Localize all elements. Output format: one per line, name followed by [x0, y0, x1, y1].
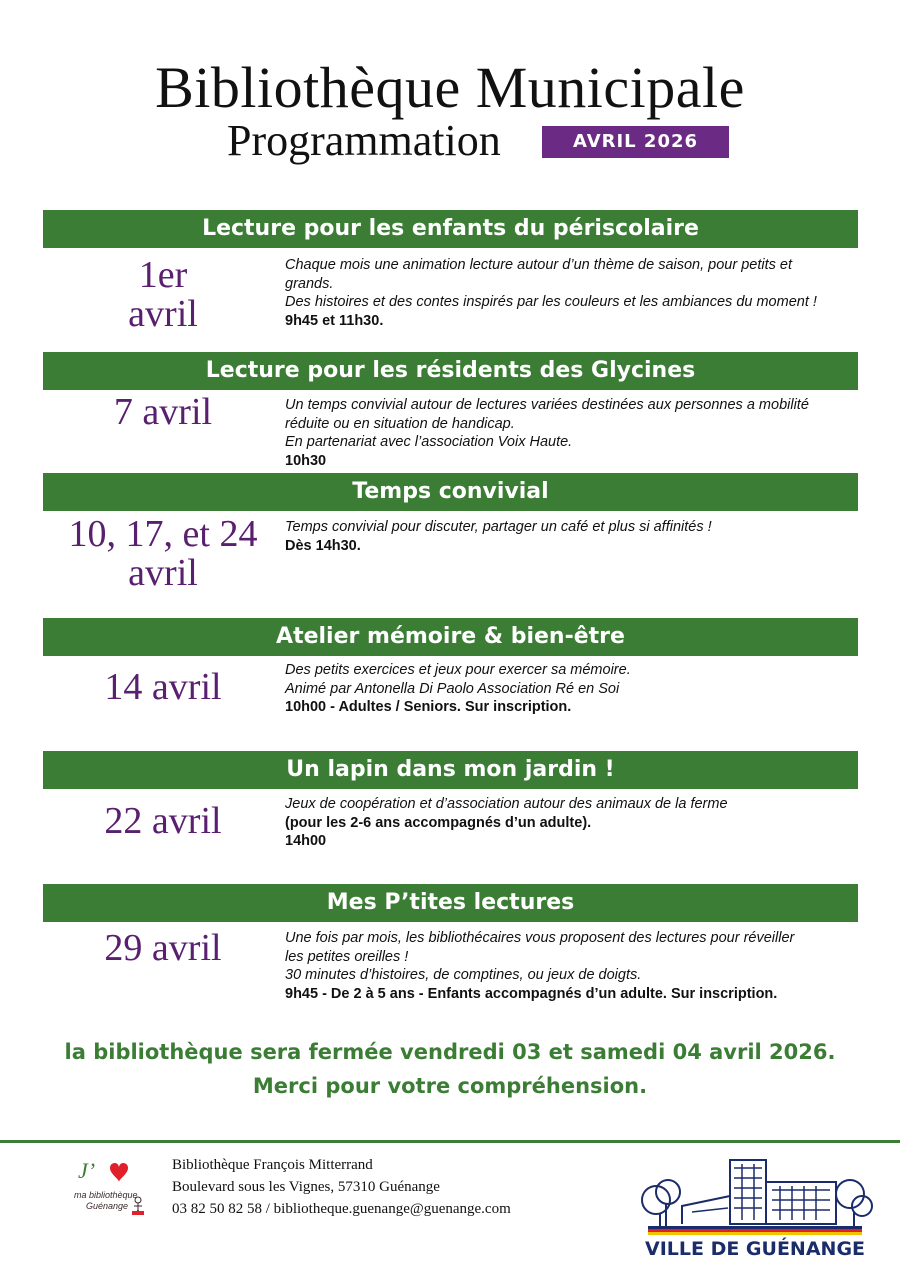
library-address — [172, 1154, 511, 1220]
event-description-line: réduite ou en situation de handicap. — [285, 415, 515, 432]
event-date — [43, 668, 283, 707]
closure-notice: la bibliothèque sera fermée vendredi 03 et samedi 04 avril 2026. — [64, 1040, 836, 1064]
event-date — [43, 515, 283, 593]
library-street: Boulevard sous les Vignes, 57310 Guénange — [172, 1179, 440, 1195]
event-description-line: En partenariat avec l’association Voix Haute. — [285, 434, 573, 450]
event-description-line: Animé par Antonella Di Paolo Association Ré en Soi — [285, 680, 620, 697]
event-date-line: avril — [128, 552, 198, 594]
city-hall-icon — [636, 1152, 874, 1236]
event-description-line: Des histoires et des contes inspirés par les couleurs et les ambiances du moment ! — [285, 294, 817, 310]
page-title: Bibliothèque Municipale — [155, 55, 745, 120]
event-date-line: 10, 17, et 24 — [68, 513, 258, 555]
event-date-line: 22 avril — [104, 800, 222, 842]
library-logo-icon — [70, 1158, 160, 1220]
event-description-line: Temps convivial pour discuter, partager un café et plus si affinités ! — [285, 519, 712, 535]
closure-thanks: Merci pour votre compréhension. — [252, 1074, 648, 1098]
subtitle-row — [0, 118, 900, 168]
event-schedule: 9h45 - De 2 à 5 ans - Enfants accompagnés d’un adulte. Sur inscription. — [285, 985, 778, 1002]
event-description-line: Chaque mois une animation lecture autour d’un thème de saison, pour petits et — [285, 257, 793, 273]
event-date — [43, 393, 283, 432]
event-description-line: Une fois par mois, les bibliothécaires vous proposent des lectures pour réveiller — [285, 930, 795, 946]
event-description-line: 30 minutes d’histoires, de comptines, ou jeux de doigts. — [285, 967, 642, 983]
event-description — [285, 256, 860, 330]
event-date — [43, 929, 283, 968]
event-description-line: Des petits exercices et jeux pour exercer sa mémoire. — [285, 662, 631, 678]
event-title-bar: Lecture pour les enfants du périscolaire — [43, 210, 858, 248]
month-badge: AVRIL 2026 — [542, 126, 729, 158]
library-name: Bibliothèque François Mitterrand — [172, 1157, 373, 1173]
event-date — [43, 802, 283, 841]
event-date-line: 1er — [138, 254, 188, 296]
event-schedule: 10h30 — [285, 452, 327, 469]
event-date — [43, 256, 283, 334]
footer-divider — [0, 1140, 900, 1143]
event-date-line: avril — [128, 293, 198, 335]
event-title-bar: Mes P’tites lectures — [43, 884, 858, 922]
event-date-line: 7 avril — [113, 391, 213, 433]
event-date-line: 14 avril — [104, 666, 222, 708]
event-schedule: Dès 14h30. — [285, 537, 361, 554]
event-schedule: 10h00 - Adultes / Seniors. Sur inscription. — [285, 699, 572, 715]
event-description-line: les petites oreilles ! — [285, 948, 409, 965]
event-description — [285, 396, 860, 470]
library-logo — [70, 1158, 160, 1218]
library-contact: 03 82 50 82 58 / bibliotheque.guenange@guenange.com — [172, 1201, 511, 1217]
event-description-line: grands. — [285, 275, 334, 292]
event-schedule: 14h00 — [285, 833, 327, 849]
event-description — [285, 518, 860, 555]
event-title-bar: Temps convivial — [43, 473, 858, 511]
page-subtitle: Programmation — [227, 116, 501, 165]
svg-text:Guénange: Guénange — [86, 1201, 129, 1211]
event-description-line: Un temps convivial autour de lectures variées destinées aux personnes a mobilité — [285, 397, 809, 413]
event-description — [285, 929, 860, 1003]
svg-text:J’: J’ — [78, 1158, 96, 1183]
svg-text:ma bibliothèque: ma bibliothèque — [74, 1190, 138, 1200]
page-header — [0, 56, 900, 120]
event-description — [285, 795, 860, 851]
event-title-bar: Lecture pour les résidents des Glycines — [43, 352, 858, 390]
city-name: VILLE DE GUÉNANGE — [644, 1238, 866, 1260]
event-description — [285, 661, 860, 717]
event-title-bar: Atelier mémoire & bien-être — [43, 618, 858, 656]
event-description-line: Jeux de coopération et d’association autour des animaux de la ferme — [285, 796, 728, 812]
event-date-line: 29 avril — [104, 927, 222, 969]
event-title-bar: Un lapin dans mon jardin ! — [43, 751, 858, 789]
event-audience: (pour les 2-6 ans accompagnés d’un adulte). — [285, 814, 592, 831]
event-schedule: 9h45 et 11h30. — [285, 312, 384, 329]
